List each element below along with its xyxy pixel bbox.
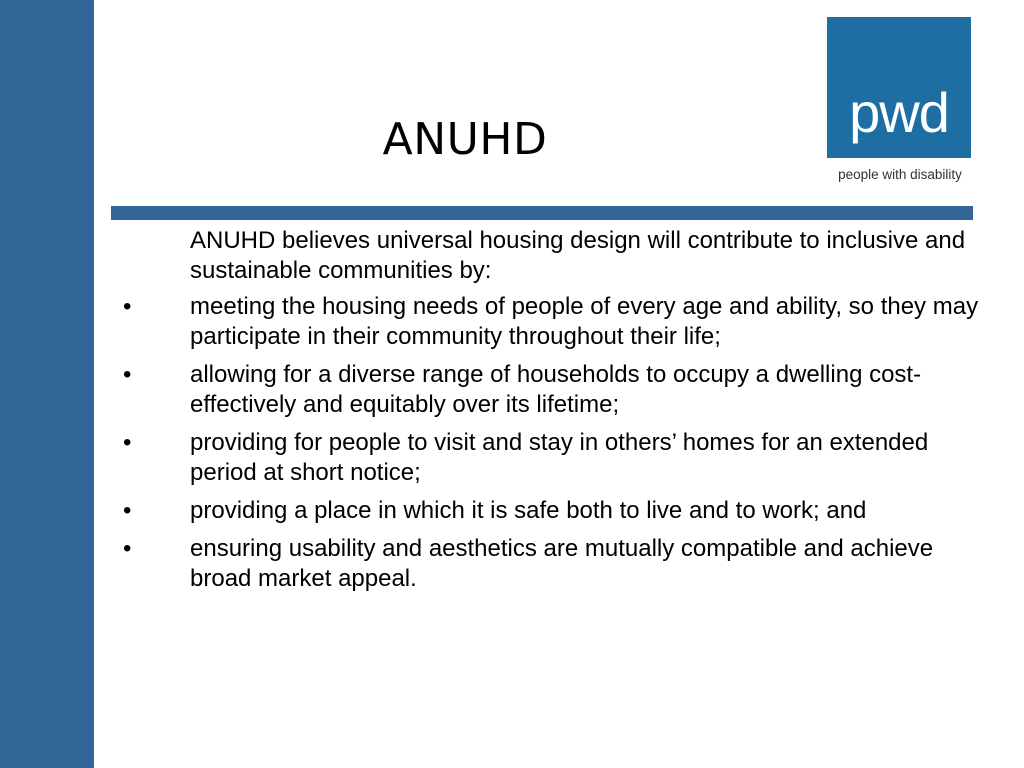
bullet-icon: • <box>123 497 132 524</box>
bullet-item <box>110 292 980 352</box>
bullet-text: ensuring usability and aesthetics are mutually compatible and achieve broad market appeal. <box>190 535 934 592</box>
bullet-icon: • <box>123 535 132 562</box>
bullet-text: providing a place in which it is safe both to live and to work; and <box>190 497 867 524</box>
bullet-item <box>110 496 980 526</box>
bullet-item <box>110 360 980 420</box>
logo-caption: people with disability <box>838 167 962 182</box>
bullet-icon: • <box>123 361 132 388</box>
header-divider <box>111 206 973 220</box>
bullet-text: allowing for a diverse range of households to occupy a dwelling cost-effectively and equitably over its lifetime; <box>190 361 922 418</box>
slide-title: ANUHD <box>382 114 548 165</box>
intro-paragraph: ANUHD believes universal housing design will contribute to inclusive and sustainable communities by: <box>190 227 966 284</box>
logo-wordmark: pwd <box>849 81 949 144</box>
bullet-icon: • <box>123 429 132 456</box>
bullet-text: providing for people to visit and stay in others’ homes for an extended period at short notice; <box>190 429 929 486</box>
bullet-item <box>110 428 980 488</box>
bullet-item <box>110 534 980 594</box>
bullet-list <box>110 292 980 594</box>
bullet-icon: • <box>123 293 132 320</box>
pwd-logo <box>827 17 971 158</box>
slide-body <box>110 226 980 602</box>
bullet-text: meeting the housing needs of people of every age and ability, so they may participate in their community throughout their life; <box>190 293 979 350</box>
left-accent-band <box>0 0 94 768</box>
